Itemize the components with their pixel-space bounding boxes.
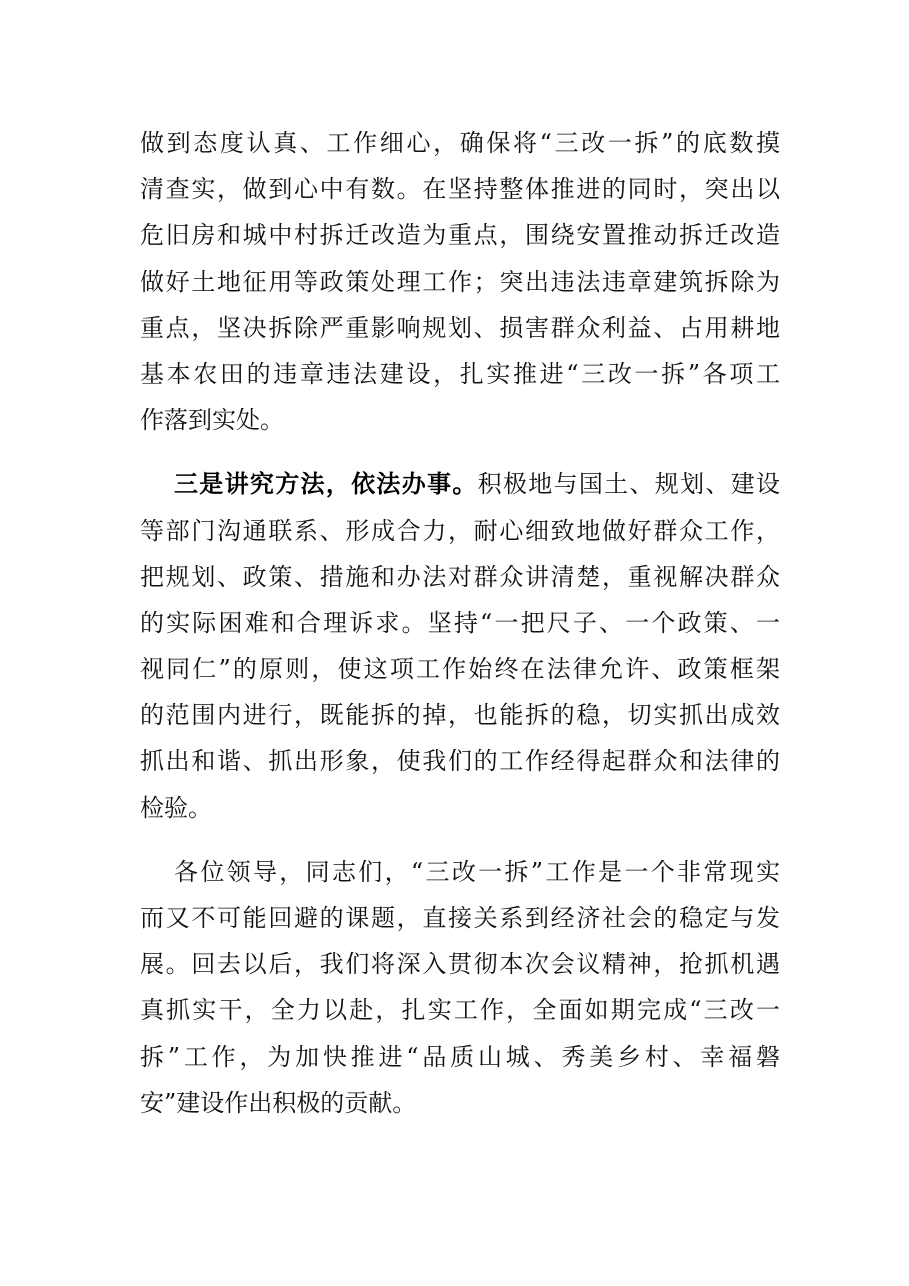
paragraph-1-line-7: 作落到实处。 [140,406,284,435]
paragraph-1-line-6: 基本农田的违章违法建设，扎实推进“三改一拆”各项工 [140,359,780,388]
paragraph-2-line-6: 的范围内进行，既能拆的掉，也能拆的稳，切实抓出成效 [140,701,780,730]
paragraph-2-line-2: 等部门沟通联系、形成合力，耐心细致地做好群众工作， [140,516,780,545]
paragraph-1-line-5: 重点，坚决拆除严重影响规划、损害群众利益、占用耕地 [140,313,780,342]
paragraph-1 [140,120,780,443]
paragraph-3-line-5: 拆”工作，为加快推进“品质山城、秀美乡村、幸福磐 [140,1042,780,1071]
paragraph-1-line-2: 清查实，做到心中有数。在坚持整体推进的同时，突出以 [140,175,780,204]
paragraph-1-line-4: 做好土地征用等政策处理工作；突出违法违章建筑拆除为 [140,267,780,296]
paragraph-3-line-3: 展。回去以后，我们将深入贯彻本次会议精神，抢抓机遇 [140,950,780,979]
paragraph-2-line-8: 检验。 [140,793,212,822]
paragraph-1-line-1: 做到态度认真、工作细心，确保将“三改一拆”的底数摸 [140,129,780,157]
paragraph-2 [140,461,780,831]
paragraph-3-line-6: 安”建设作出积极的贡献。 [140,1088,417,1117]
paragraph-2-line-4: 的实际困难和合理诉求。坚持“一把尺子、一个政策、一 [140,608,780,637]
paragraph-3-line-2: 而又不可能回避的课题，直接关系到经济社会的稳定与发 [140,904,780,932]
paragraph-2-line-1 [140,461,780,507]
paragraph-3-line-1: 各位领导，同志们，“三改一拆”工作是一个非常现实 [174,857,780,886]
paragraph-2-line-7: 抓出和谐、抓出形象，使我们的工作经得起群众和法律的 [140,747,780,776]
paragraph-2-line-3: 把规划、政策、措施和办法对群众讲清楚，重视解决群众 [140,562,780,591]
paragraph-2-line-5: 视同仁”的原则，使这项工作始终在法律允许、政策框架 [140,655,780,684]
document-body [140,120,780,1126]
paragraph-3 [140,849,780,1126]
paragraph-2-line-1-text: 积极地与国土、规划、建设 [477,470,781,499]
paragraph-3-line-4: 真抓实干，全力以赴，扎实工作，全面如期完成“三改一 [140,996,780,1025]
paragraph-2-lead-heading: 三是讲究方法，依法办事。 [174,469,478,499]
paragraph-1-line-3: 危旧房和城中村拆迁改造为重点，围绕安置推动拆迁改造 [140,221,780,250]
